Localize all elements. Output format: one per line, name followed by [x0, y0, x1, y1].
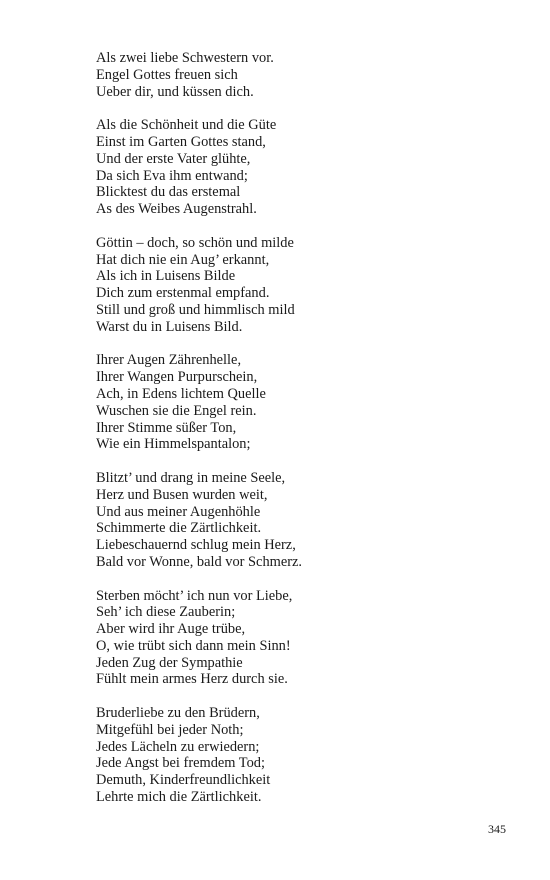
- verse-line: Bruderliebe zu den Brüdern,: [96, 705, 260, 722]
- verse-line: Schimmerte die Zärtlichkeit.: [96, 520, 262, 537]
- stanza-4: [96, 352, 496, 453]
- verse-line: Als ich in Luisens Bilde: [96, 268, 236, 285]
- verse-line: Herz und Busen wurden weit,: [96, 486, 268, 503]
- verse-line: Lehrte mich die Zärtlichkeit.: [96, 789, 262, 806]
- verse-line: O, wie trübt sich dann mein Sinn!: [96, 637, 291, 654]
- verse-line: Dich zum erstenmal empfand.: [96, 285, 270, 302]
- stanza-2: [96, 117, 496, 218]
- verse-line: Mitgefühl bei jeder Noth;: [96, 721, 244, 738]
- verse-line: As des Weibes Augenstrahl.: [96, 201, 257, 218]
- verse-line: Einst im Garten Gottes stand,: [96, 133, 266, 150]
- stanza-6: [96, 588, 496, 689]
- page-number: 345: [488, 822, 506, 836]
- stanza-7: [96, 705, 496, 806]
- verse-line: Engel Gottes freuen sich: [96, 66, 238, 83]
- stanza-5: [96, 470, 496, 571]
- verse-line: Warst du in Luisens Bild.: [96, 318, 243, 335]
- verse-line: Demuth, Kinderfreundlichkeit: [96, 772, 271, 789]
- verse-line: Ach, in Edens lichtem Quelle: [96, 385, 266, 402]
- verse-line: Seh’ ich diese Zauberin;: [96, 604, 236, 621]
- verse-line: Fühlt mein armes Herz durch sie.: [96, 671, 288, 688]
- verse-line: Ihrer Stimme süßer Ton,: [96, 419, 237, 436]
- verse-line: Göttin – doch, so schön und milde: [96, 234, 294, 251]
- verse-line: Liebeschauernd schlug mein Herz,: [96, 537, 296, 554]
- verse-line: Und der erste Vater glühte,: [96, 150, 251, 167]
- verse-line: Jeden Zug der Sympathie: [96, 654, 243, 671]
- verse-line: Hat dich nie ein Aug’ erkannt,: [96, 251, 270, 268]
- verse-line: Sterben möcht’ ich nun vor Liebe,: [96, 587, 293, 604]
- verse-line: Als die Schönheit und die Güte: [96, 117, 277, 134]
- verse-line: Wie ein Himmelspantalon;: [96, 436, 251, 453]
- verse-line: Ihrer Wangen Purpurschein,: [96, 369, 258, 386]
- stanza-3: [96, 235, 496, 336]
- verse-line: Ueber dir, und küssen dich.: [96, 83, 254, 100]
- stanza-1: [96, 50, 496, 100]
- verse-line: Ihrer Augen Zährenhelle,: [96, 352, 242, 369]
- verse-line: Und aus meiner Augenhöhle: [96, 503, 261, 520]
- poem-body: [96, 50, 496, 823]
- verse-line: Blicktest du das erstemal: [96, 184, 241, 201]
- verse-line: Jede Angst bei fremdem Tod;: [96, 755, 265, 772]
- verse-line: Wuschen sie die Engel rein.: [96, 402, 257, 419]
- verse-line: Aber wird ihr Auge trübe,: [96, 621, 246, 638]
- verse-line: Als zwei liebe Schwestern vor.: [96, 50, 274, 66]
- verse-line: Still und groß und himmlisch mild: [96, 301, 295, 318]
- verse-line: Bald vor Wonne, bald vor Schmerz.: [96, 553, 302, 570]
- verse-line: Blitzt’ und drang in meine Seele,: [96, 469, 286, 486]
- verse-line: Da sich Eva ihm entwand;: [96, 167, 248, 184]
- verse-line: Jedes Lächeln zu erwiedern;: [96, 738, 260, 755]
